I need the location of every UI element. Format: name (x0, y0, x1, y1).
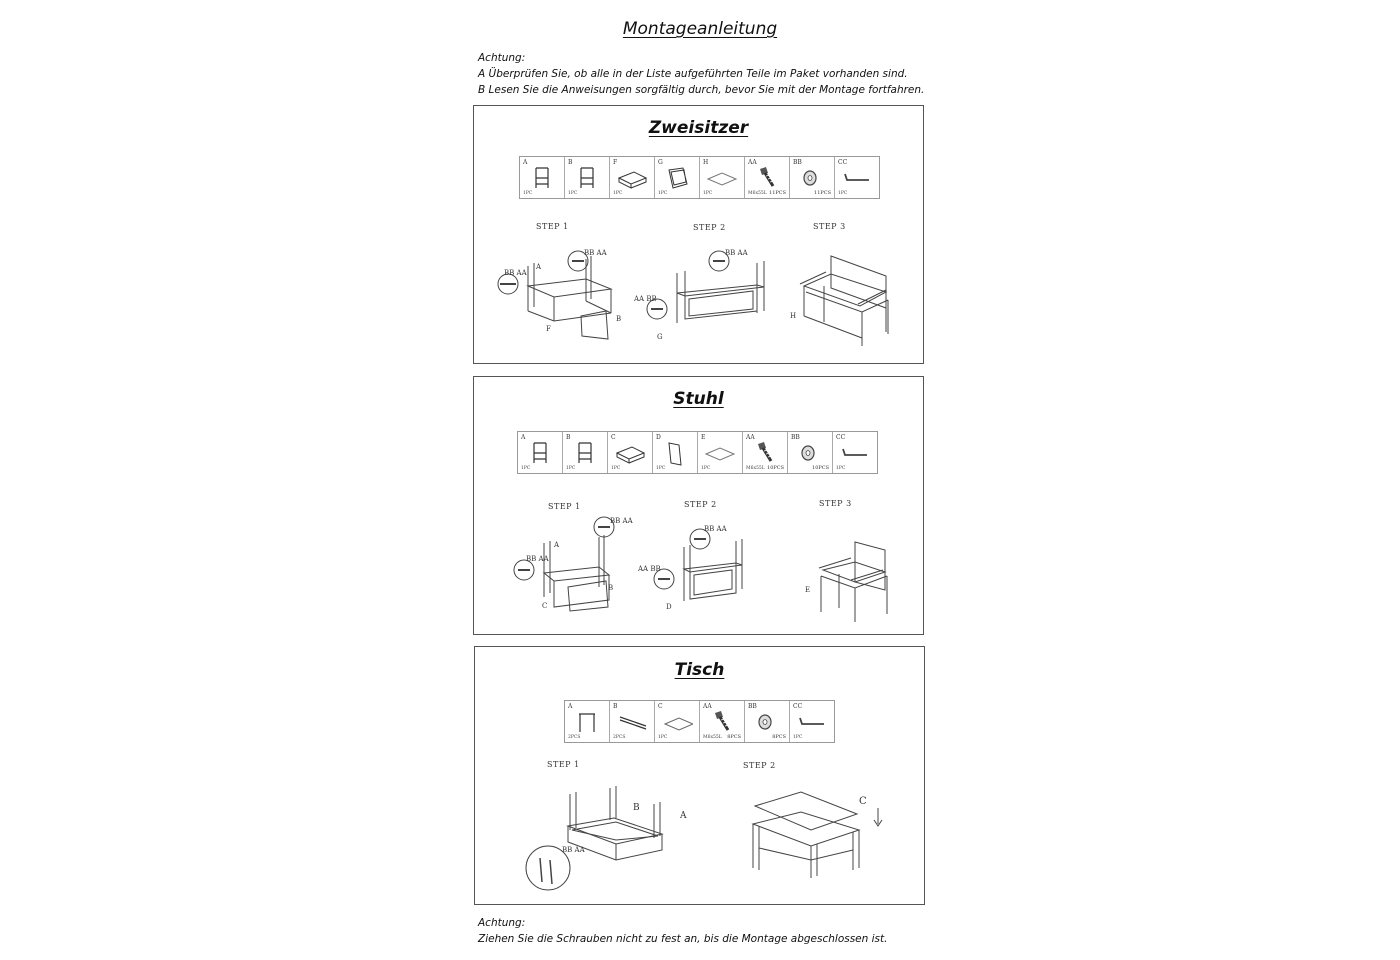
seat-side-frame-icon (569, 439, 601, 467)
note-text: Ziehen Sie die Schrauben nicht zu fest an, bis die Montage abgeschlossen ist. (478, 933, 888, 945)
part-qty: 10PCS (767, 465, 784, 471)
step-label: STEP 3 (813, 222, 846, 231)
step-1-sofa-frame-figure (486, 241, 636, 341)
section-zweisitzer (473, 105, 924, 364)
step-label: STEP 1 (548, 502, 581, 511)
part-letter: F (613, 159, 618, 166)
part-letter: G (658, 159, 663, 166)
callout-H: H (790, 312, 797, 320)
part-cell (698, 432, 743, 473)
step-2-table-top-figure (745, 782, 895, 882)
callout-BB-AA: BB AA (725, 249, 748, 257)
front-frame-icon (661, 164, 693, 192)
part-cell (790, 157, 835, 198)
callout-A: A (680, 811, 687, 821)
part-letter: B (568, 159, 573, 166)
part-letter: D (656, 434, 661, 441)
part-qty: 1PC (703, 191, 713, 196)
washer-icon (796, 164, 828, 192)
screw-icon (751, 164, 783, 192)
step-label: STEP 2 (684, 500, 717, 509)
callout-BB-AA: BB AA (526, 555, 549, 563)
step-2-sofa-frame-figure (629, 241, 779, 351)
table-rail-icon (616, 708, 648, 736)
part-spec: M6x55L (746, 466, 765, 471)
part-qty: 1PC (658, 191, 668, 196)
step-label: STEP 1 (536, 222, 569, 231)
part-cell (655, 157, 700, 198)
part-cell (655, 701, 700, 742)
front-frame-icon (659, 439, 691, 467)
step-2-chair-frame-figure (634, 517, 764, 617)
washer-icon (751, 708, 783, 736)
part-cell (563, 432, 608, 473)
part-letter: A (568, 703, 573, 710)
note-line-b: B Lesen Sie die Anweisungen sorgfältig durch, bevor Sie mit der Montage fortfahren. (478, 84, 925, 96)
part-cell (700, 157, 745, 198)
step-label: STEP 2 (743, 761, 776, 770)
part-cell (743, 432, 788, 473)
part-qty: 11PCS (814, 190, 831, 196)
cushion-icon (706, 164, 738, 192)
part-letter: CC (793, 703, 803, 710)
part-cell (700, 701, 745, 742)
bottom-attention-note (478, 915, 887, 947)
parts-list (564, 700, 835, 743)
part-qty: 1PC (656, 466, 666, 471)
part-letter: CC (836, 434, 846, 441)
part-qty: 2PCS (613, 735, 626, 740)
part-letter: AA (748, 159, 757, 166)
section-stuhl (473, 376, 924, 635)
part-cell (788, 432, 833, 473)
part-qty: 8PCS (772, 734, 786, 740)
part-letter: BB (748, 703, 757, 710)
part-letter: AA (703, 703, 712, 710)
callout-A: A (554, 541, 560, 549)
part-qty: 8PCS (727, 734, 741, 740)
step-label: STEP 3 (819, 499, 852, 508)
callout-BB-AA: BB AA (704, 525, 727, 533)
part-cell (790, 701, 834, 742)
part-cell (608, 432, 653, 473)
part-qty: 1PC (523, 191, 533, 196)
part-letter: BB (791, 434, 800, 441)
part-cell (835, 157, 879, 198)
step-3-assembled-chair-figure (799, 532, 909, 627)
part-cell (833, 432, 877, 473)
part-letter: B (566, 434, 571, 441)
part-cell (610, 701, 655, 742)
part-cell (745, 157, 790, 198)
callout-A: A (536, 263, 542, 271)
part-letter: AA (746, 434, 755, 441)
callout-B: B (633, 803, 640, 813)
step-1-chair-frame-figure (504, 515, 634, 620)
section-title: Zweisitzer (648, 118, 749, 138)
step-3-assembled-sofa-figure (786, 246, 906, 356)
parts-list (519, 156, 880, 199)
section-tisch (474, 646, 925, 905)
part-letter: A (523, 159, 528, 166)
note-heading: Achtung: (478, 52, 526, 64)
part-qty: 1PC (611, 466, 621, 471)
callout-C: C (542, 602, 548, 610)
part-letter: C (611, 434, 616, 441)
allen-key-icon (841, 164, 873, 192)
parts-list (517, 431, 878, 474)
callout-BB-AA: BB AA (584, 249, 607, 257)
callout-G: G (657, 333, 663, 341)
part-letter: H (703, 159, 709, 166)
part-qty: 11PCS (769, 190, 786, 196)
step-1-table-frame-figure (520, 782, 700, 897)
part-cell (565, 157, 610, 198)
part-letter: B (613, 703, 618, 710)
part-letter: CC (838, 159, 848, 166)
callout-AA-BB: AA BB (634, 295, 657, 303)
glass-top-icon (661, 708, 693, 736)
part-letter: BB (793, 159, 802, 166)
callout-AA-BB: AA BB (638, 565, 661, 573)
callout-E: E (805, 586, 811, 594)
callout-C: C (859, 796, 867, 807)
page-title: Montageanleitung (622, 19, 778, 39)
callout-BB-AA: BB AA (562, 846, 585, 854)
table-side-frame-icon (571, 708, 603, 736)
callout-D: D (666, 603, 672, 611)
part-qty: 1PC (793, 735, 803, 740)
callout-B: B (608, 584, 614, 592)
part-cell (610, 157, 655, 198)
allen-key-icon (796, 708, 828, 736)
section-title: Stuhl (673, 389, 724, 409)
allen-key-icon (839, 439, 871, 467)
part-qty: 1PC (701, 466, 711, 471)
note-line-a: A Überprüfen Sie, ob alle in der Liste aufgeführten Teile im Paket vorhanden sind. (478, 68, 908, 80)
section-title: Tisch (674, 660, 725, 680)
washer-icon (794, 439, 826, 467)
step-label: STEP 1 (547, 760, 580, 769)
part-qty: 1PC (568, 191, 578, 196)
part-letter: A (521, 434, 526, 441)
part-letter: C (658, 703, 663, 710)
callout-BB-AA: BB AA (610, 517, 633, 525)
back-frame-icon (616, 164, 648, 192)
part-qty: 1PC (613, 191, 623, 196)
step-label: STEP 2 (693, 223, 726, 232)
back-frame-icon (614, 439, 646, 467)
callout-F: F (546, 325, 551, 333)
seat-side-frame-icon (524, 439, 556, 467)
part-qty: 1PC (566, 466, 576, 471)
part-qty: 1PC (521, 466, 531, 471)
part-spec: M6x55L (703, 735, 722, 740)
part-letter: E (701, 434, 706, 441)
callout-B: B (616, 315, 622, 323)
screw-icon (706, 708, 738, 736)
part-cell (565, 701, 610, 742)
part-spec: M6x55L (748, 191, 767, 196)
callout-BB-AA: BB AA (504, 269, 527, 277)
part-cell (520, 157, 565, 198)
part-cell (653, 432, 698, 473)
part-qty: 1PC (658, 735, 668, 740)
part-cell (745, 701, 790, 742)
note-heading: Achtung: (478, 917, 526, 929)
seat-side-frame-icon (571, 164, 603, 192)
cushion-icon (704, 439, 736, 467)
seat-side-frame-icon (526, 164, 558, 192)
part-qty: 1PC (836, 466, 846, 471)
part-qty: 1PC (838, 191, 848, 196)
part-qty: 10PCS (812, 465, 829, 471)
screw-icon (749, 439, 781, 467)
part-qty: 2PCS (568, 735, 581, 740)
top-attention-note (478, 50, 924, 98)
part-cell (518, 432, 563, 473)
